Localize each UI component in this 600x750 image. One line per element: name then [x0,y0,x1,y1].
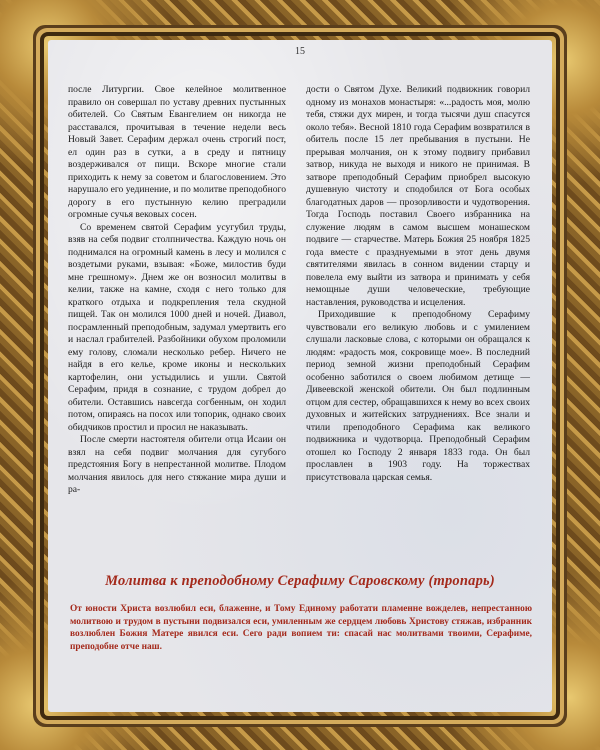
page-number: 15 [295,46,305,57]
paragraph: дости о Святом Духе. Великий подвижник говорил одному из монахов монастыря: «...радость моя, молю тебя, стяжи дух мирен, и тогда тысячи душ спасутся около тебя». Весной 1810 года Серафим возвратился в обитель после 15 лет пребывания в пустыни. Не прерывая молчания, он к этому подвигу прибавил затвор, никуда не выходя и никого не принимая. В затворе преподобный Серафим приобрел высокую душевную чистоту и сподобился от Бога особых благодатных даров — прозорливости и чудотворения. Тогда Господь поставил Своего избранника на служение людям в самом высшем монашеском подвиге — старчестве. Матерь Божия 25 ноября 1825 года вместе с празднуемыми в этот день двумя святителями явилась в сонном видении старцу и повелела ему выйти из затвора и принимать у себя немощные души человеческие, требующие наставления, руководства и исцеления. [306,84,530,308]
paragraph: Со временем святой Серафим усугубил труды, взяв на себя подвиг столпничества. Каждую ночь он поднимался на огромный камень в лесу и молился с воздетыми руками, взывая: «Боже, милостив буди мне грешному». Днем же он возносил молитвы в келии, также на камне, сходя с него только для краткого отдыха и подкрепления тела скудной пищей. Так он молился 1000 дней и ночей. Диавол, посрамленный преподобным, задумал умертвить его и наслал грабителей. Разбойники обухом проломили ему голову, сломали несколько ребер. Ничего не найдя в его келье, кроме иконы и нескольких картофелин, они устыдились и ушли. Святой Серафим, придя в сознание, с трудом добрел до обители. Оставшись навсегда согбенным, он ходил потом, опираясь на посох или топорик, однако своих обидчиков простил и просил не наказывать. [68,221,286,433]
paragraph: Приходившие к преподобному Серафиму чувствовали его великую любовь и с умилением слушали ласковые слова, с которыми он обращался к людям: «радость моя, сокровище мое». В последний период земной жизни преподобный Серафим особенно заботился о своем любимом детище — Дивеевской женской обители. Он был подлинным отцом для сестер, обращавшихся к нему во всех своих духовных и житейских затруднениях. Все знали и чтили преподобного Серафима как великого подвижника и чудотворца. Преподобный Серафим отошел ко Господу 2 января 1833 года. Он был прославлен в 1903 году. На торжествах присутствовала царская семья. [306,309,530,483]
right-column [306,84,530,484]
left-column [68,84,286,497]
prayer-text: От юности Христа возлюбил еси, блаженне, и Тому Единому работати пламенне вожделев, непрестанною молитвою и трудом в пустыни подвизался еси, умиленным же сердцем любовь Христову стяжав, избранник возлюблен Божия Матере явился еси. Сего ради вопием ти: спасай нас молитвами твоими, Серафиме, преподобне отче наш. [70,604,532,652]
paragraph: После смерти настоятеля обители отца Исаии он взял на себя подвиг молчания для сугубого предстояния Богу в непрестанной молитве. Плодом молчания явилось для него стяжание мира души и ра- [68,434,286,495]
prayer-title: Молитва к преподобному Серафиму Саровскому (тропарь) [105,573,495,589]
paragraph: после Литургии. Свое келейное молитвенное правило он совершал по уставу древних пустынных обителей. Со Святым Евангелием он никогда не расставался, прочитывая в течение недели весь Новый Завет. Серафим держал очень строгий пост, ел один раз в сутки, а в среду и пятницу воздерживался от пищи. Вскоре многие стали приходить к нему за советом и благословением. Это нарушало его уединение, и по молитве преподобного дорогу в его пустынную келию преградили огромные сучья вековых сосен. [68,84,286,220]
